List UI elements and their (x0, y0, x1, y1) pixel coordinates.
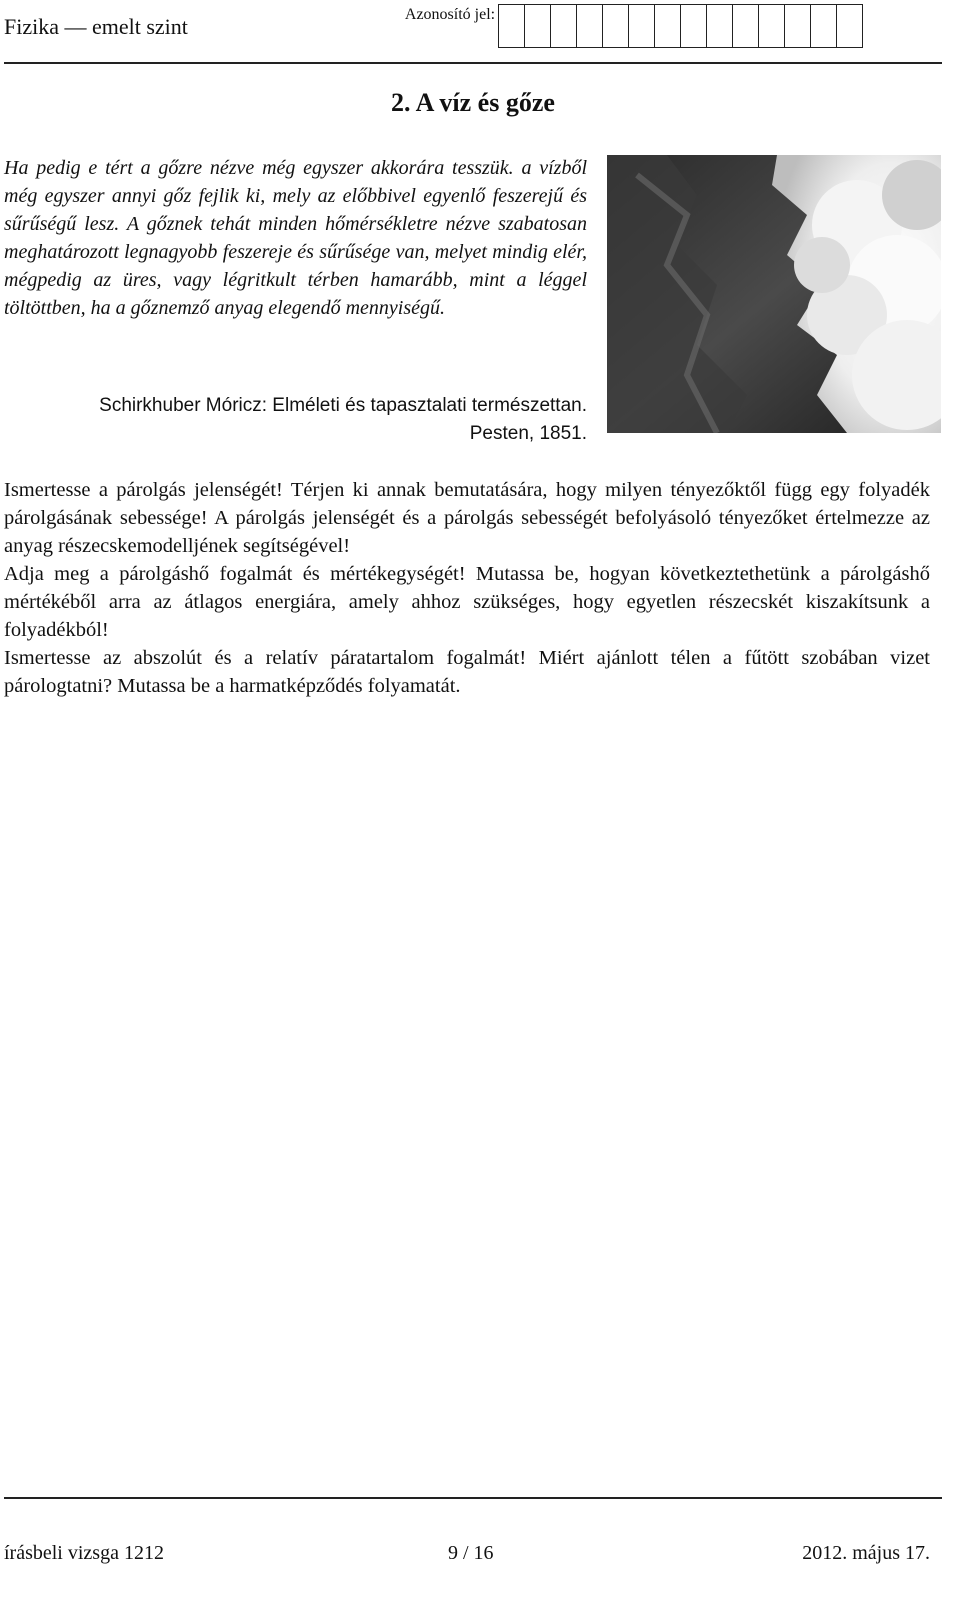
source-line-2: Pesten, 1851. (469, 423, 587, 444)
subject-title: Fizika — emelt szint (4, 14, 188, 39)
id-boxes[interactable] (499, 4, 863, 48)
quote-text: Ha pedig e tért a gőzre nézve még egyszer akkorára tesszük. a vízből még egyszer annyi gőz fejlik ki, mely az előbbivel egyenlő feszerejű és sűrűségű lesz. A gőznek tehát minden hőmérsékletre nézve szabatosan meghatározott legnagyobb feszereje és sűrűsége van, melyet mindig elér, mégpedig az üres, vagy légritkult térben hamarább, mint a léggel töltöttben, ha a gőznemző anyag elegendő mennyiségű. (4, 157, 587, 319)
id-box[interactable] (602, 4, 629, 48)
lava-steam-photo (607, 155, 941, 433)
id-box[interactable] (732, 4, 759, 48)
id-box[interactable] (680, 4, 707, 48)
id-box[interactable] (758, 4, 785, 48)
id-box[interactable] (550, 4, 577, 48)
id-box[interactable] (836, 4, 863, 48)
id-box[interactable] (628, 4, 655, 48)
exam-code: írásbeli vizsga 1212 (4, 1542, 164, 1564)
footer-rule (4, 1497, 942, 1499)
header-rule (4, 62, 942, 64)
id-box[interactable] (524, 4, 551, 48)
id-box[interactable] (810, 4, 837, 48)
id-box[interactable] (576, 4, 603, 48)
id-box[interactable] (784, 4, 811, 48)
source-line-1: Schirkhuber Móricz: Elméleti és tapasztalati természettan. (99, 395, 587, 416)
task-paragraph-1: Ismertesse a párolgás jelenségét! Térjen ki annak bemutatására, hogy milyen tényezőktől függ egy folyadék párolgásának sebessége! A párolgás jelenségét és a párolgás sebességét befolyásoló tényezőket értelmezze az anyag részecskemodelljének segítségével! (4, 479, 930, 557)
id-box[interactable] (654, 4, 681, 48)
task-paragraph-2: Adja meg a párolgáshő fogalmát és mértékegységét! Mutassa be, hogyan következtethetünk a párolgáshő mértékéből arra az átlagos energiára, amely ahhoz szükséges, hogy egyetlen részecskét kiszakítsunk a folyadékból! (4, 563, 930, 641)
id-box[interactable] (706, 4, 733, 48)
page-number: 9 / 16 (448, 1542, 494, 1564)
page-header (4, 0, 942, 60)
quote-source (4, 392, 587, 448)
exam-date: 2012. május 17. (802, 1542, 930, 1564)
task-paragraph-3: Ismertesse az abszolút és a relatív páratartalom fogalmát! Miért ajánlott télen a fűtött szobában vizet párologtatni? Mutassa be a harmatképződés folyamatát. (4, 647, 930, 697)
id-label: Azonosító jel: (404, 6, 496, 23)
id-box[interactable] (498, 4, 525, 48)
task-text (4, 476, 930, 700)
lava-steam-image (607, 155, 941, 433)
section-title: 2. A víz és gőze (391, 88, 555, 117)
